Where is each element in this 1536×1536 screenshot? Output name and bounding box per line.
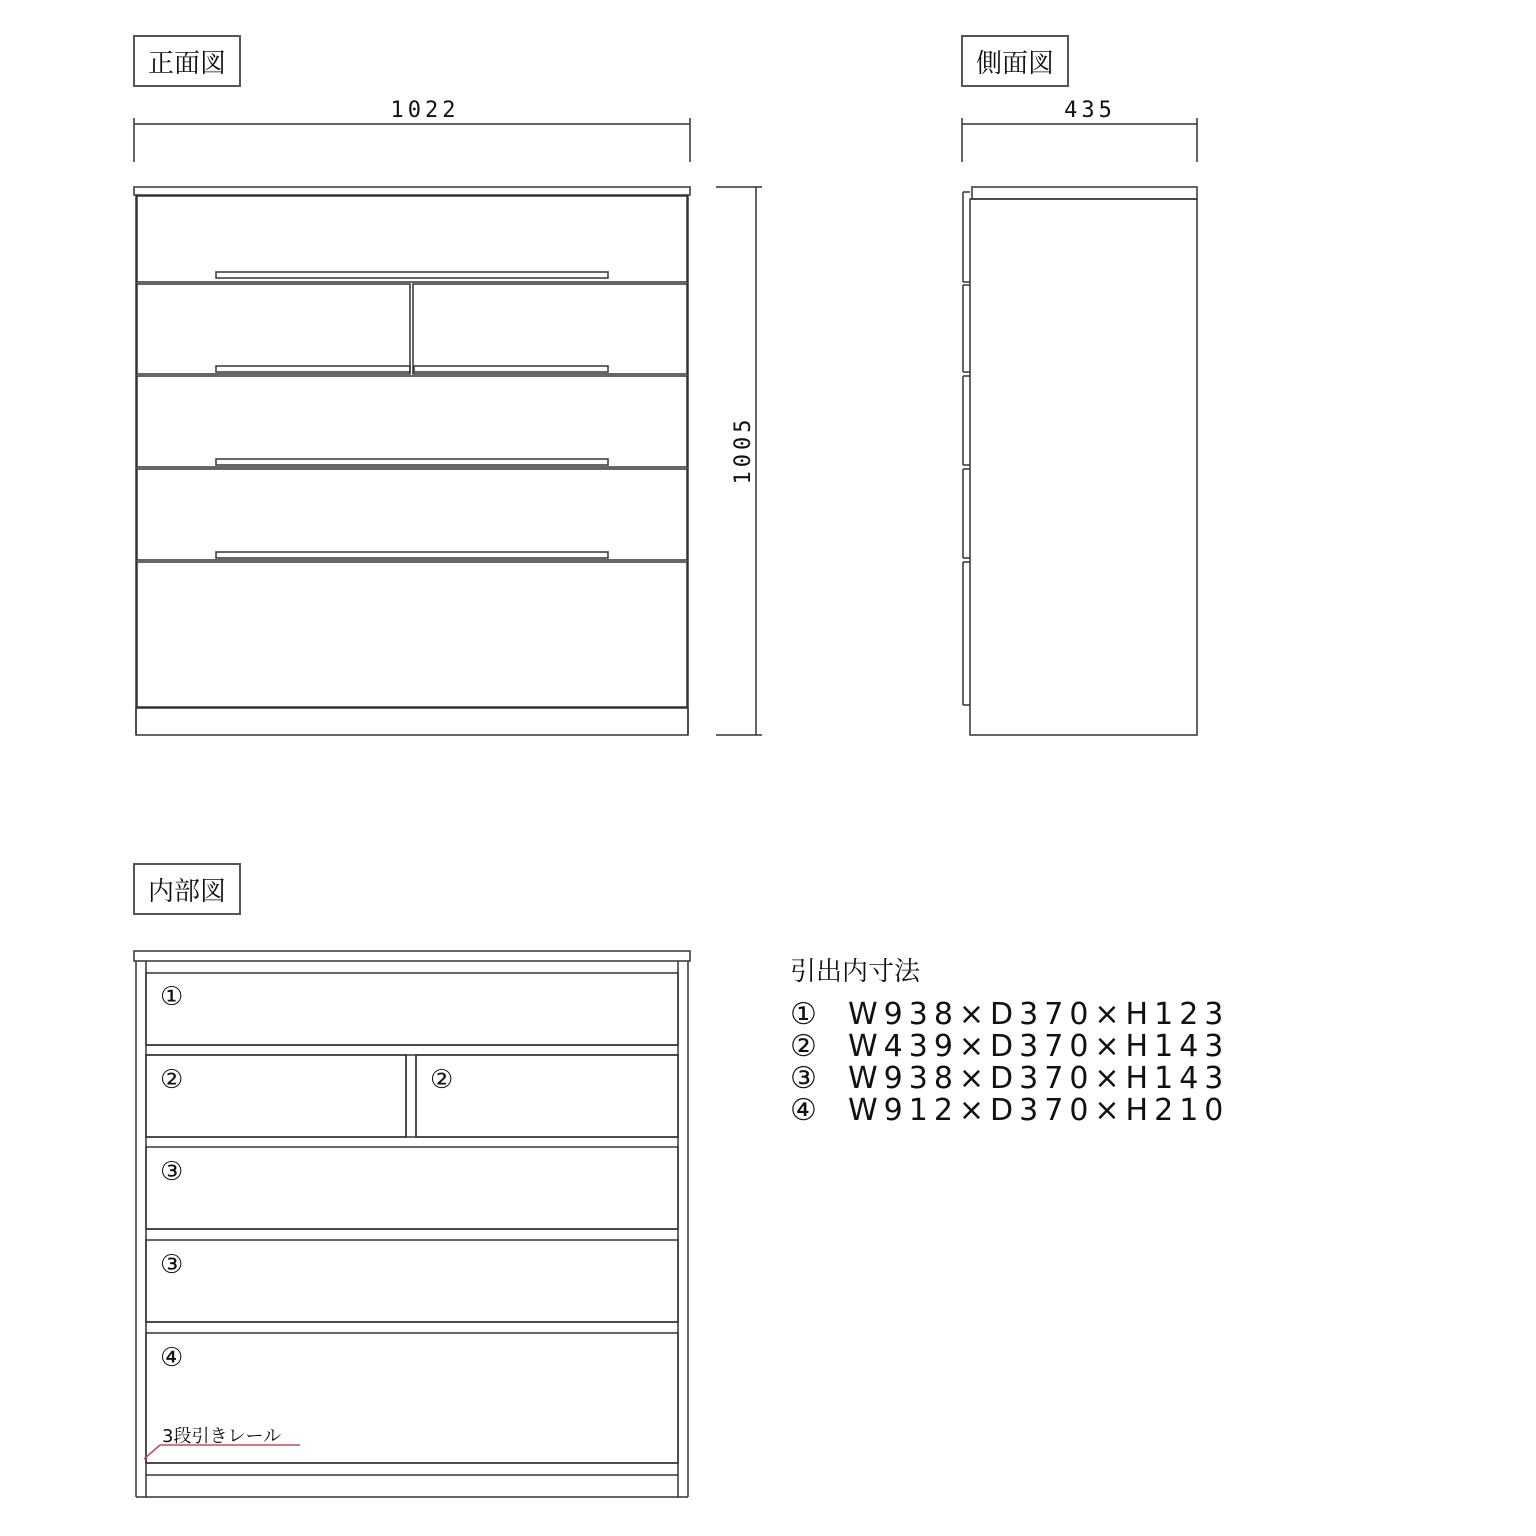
front-drawer-2-right-handle xyxy=(414,366,608,372)
interior-drawer-2-left xyxy=(146,1055,406,1137)
interior-label-row5: ④ xyxy=(160,1343,184,1373)
interior-label-row3: ③ xyxy=(160,1157,184,1187)
front-drawer-2-left-handle xyxy=(216,366,410,372)
front-view-title: 正面図 xyxy=(147,49,227,79)
side-view-title: 側面図 xyxy=(975,49,1055,79)
interior-top-plate xyxy=(134,951,690,961)
front-drawer-3 xyxy=(137,376,687,467)
side-view xyxy=(962,36,1197,735)
front-drawer-1 xyxy=(137,196,687,282)
front-top-plate xyxy=(134,187,690,195)
interior-view xyxy=(134,864,690,1497)
front-plinth xyxy=(136,708,688,735)
interior-label-row2-left: ② xyxy=(160,1065,184,1095)
front-drawer-4-handle xyxy=(216,552,608,558)
front-drawer-1-handle xyxy=(216,272,608,278)
side-body xyxy=(970,199,1197,735)
front-width-dimension: 1022 xyxy=(390,98,460,123)
interior-label-row1: ① xyxy=(160,982,184,1012)
drawer-spec-size-3: W938×D370×H143 xyxy=(848,1061,1230,1096)
front-height-dimension: 1005 xyxy=(731,415,756,485)
drawer-spec-mark-3: ③ xyxy=(790,1061,823,1096)
interior-label-row2-right: ② xyxy=(430,1065,454,1095)
front-view xyxy=(134,36,762,735)
interior-view-title: 内部図 xyxy=(147,877,227,907)
interior-drawer-4 xyxy=(146,1240,678,1322)
front-drawer-2-left xyxy=(137,284,410,374)
rail-note: 3段引きレール xyxy=(162,1426,282,1447)
side-depth-dimension: 435 xyxy=(1064,98,1116,123)
drawer-spec-mark-1: ① xyxy=(790,997,823,1032)
front-drawer-5 xyxy=(137,562,687,707)
drawer-spec-mark-4: ④ xyxy=(790,1093,823,1128)
interior-drawer-3 xyxy=(146,1147,678,1229)
drawer-spec-title: 引出内寸法 xyxy=(790,957,921,987)
drawer-spec-mark-2: ② xyxy=(790,1029,823,1064)
front-drawer-3-handle xyxy=(216,459,608,465)
interior-label-row4: ③ xyxy=(160,1250,184,1280)
drawer-spec-size-1: W938×D370×H123 xyxy=(848,997,1230,1032)
front-drawer-4 xyxy=(137,469,687,560)
front-drawer-2-right xyxy=(413,284,687,374)
side-top-plate xyxy=(972,187,1197,199)
interior-drawer-2-right xyxy=(416,1055,678,1137)
drawer-spec-size-2: W439×D370×H143 xyxy=(848,1029,1230,1064)
drawer-spec-size-4: W912×D370×H210 xyxy=(848,1093,1230,1128)
interior-drawer-1 xyxy=(146,973,678,1045)
